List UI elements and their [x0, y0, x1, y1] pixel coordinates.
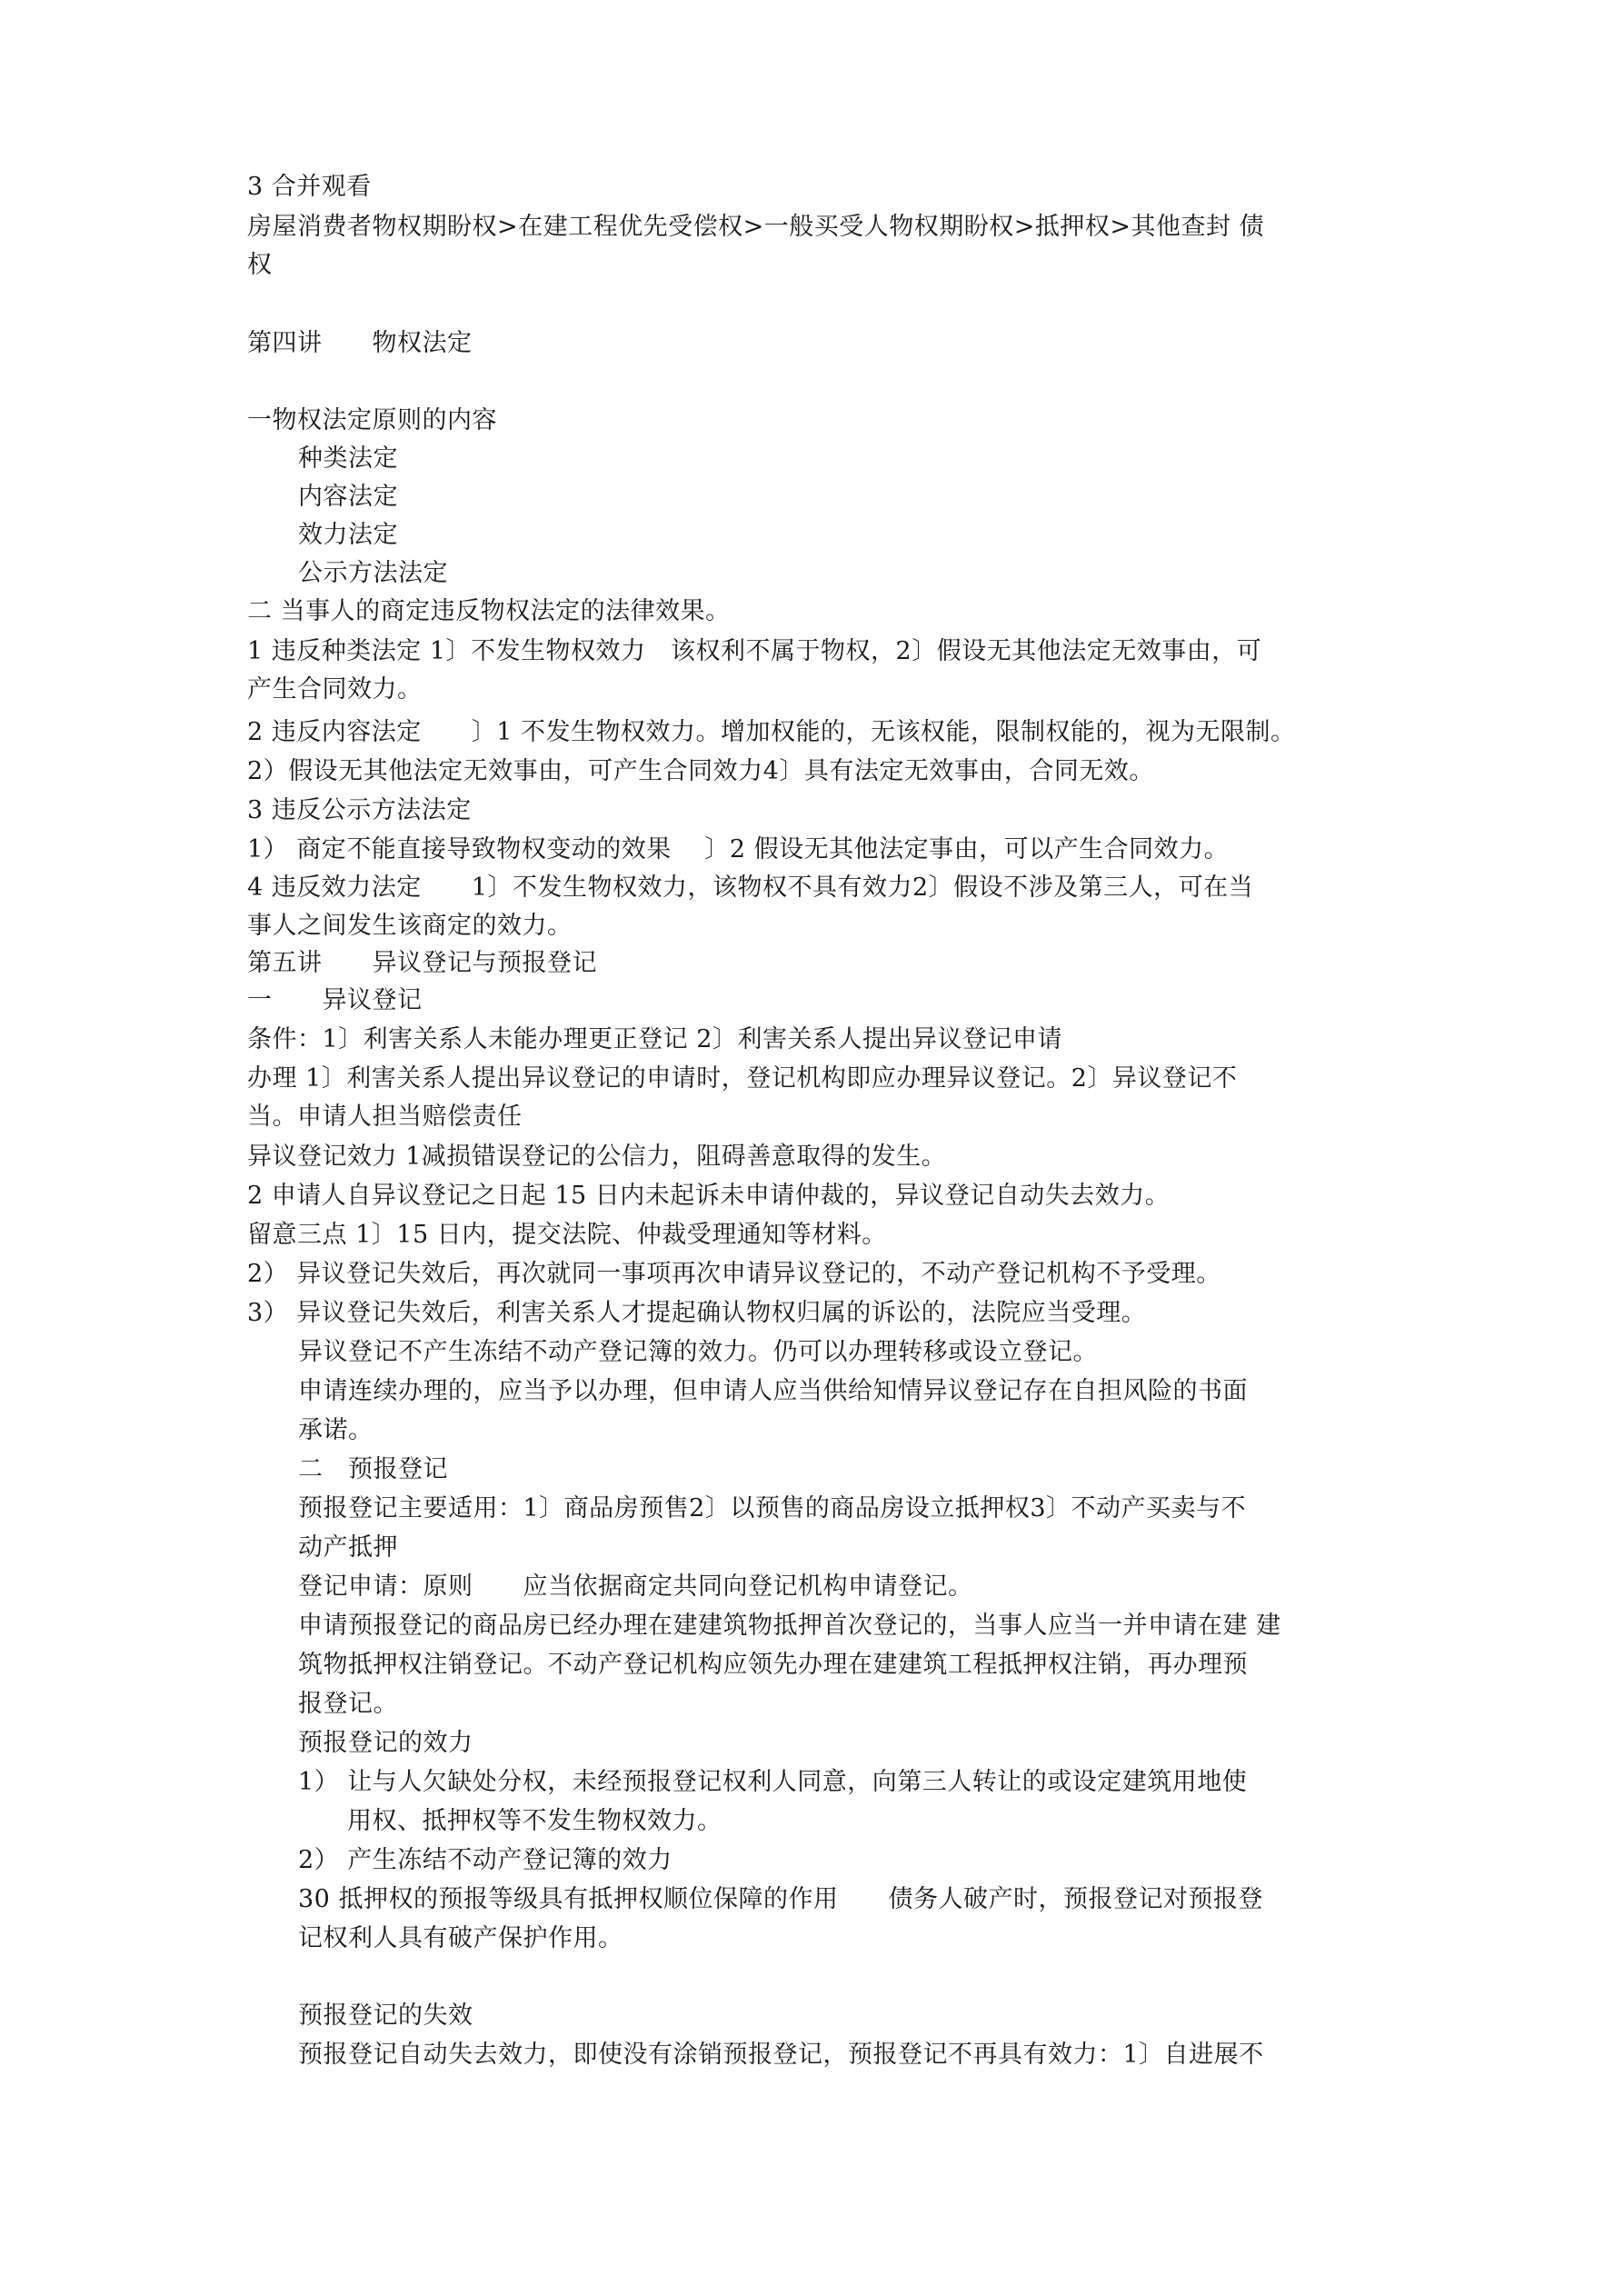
text-line: 事人之间发生该商定的效力。	[247, 912, 573, 940]
text-line: 2）假设无其他法定无效事由，可产生合同效力4〕具有法定无效事由，合同无效。	[247, 757, 1154, 785]
text-line: 二 当事人的商定违反物权法定的法律效果。	[247, 597, 731, 625]
text-line: 产生合同效力。	[247, 675, 423, 704]
text-line: 权	[247, 251, 273, 279]
text-line: 2 违反内容法定 〕1 不发生物权效力。增加权能的，无该权能，限制权能的，视为无限制。	[247, 718, 1296, 746]
text-line: 预报登记的失效	[298, 2002, 473, 2030]
text-line: 1） 商定不能直接导致物权变动的效果 〕2 假设无其他法定事由，可以产生合同效力。	[247, 835, 1230, 863]
text-line: 效力法定	[298, 521, 398, 549]
text-line: 种类法定	[298, 444, 398, 473]
text-line: 2） 产生冻结不动产登记簿的效力	[298, 1846, 673, 1874]
text-line: 异议登记效力 1减损错误登记的公信力，阻碍善意取得的发生。	[247, 1143, 947, 1171]
text-line: 办理 1〕利害关系人提出异议登记的申请时，登记机构即应办理异议登记。2〕异议登记不	[247, 1064, 1238, 1093]
text-line: 动产抵押	[298, 1533, 398, 1562]
text-line: 1） 让与人欠缺处分权，未经预报登记权利人同意，向第三人转让的或设定建筑用地使	[298, 1768, 1248, 1796]
text-line: 预报登记主要适用：1〕商品房预售2〕以预售的商品房设立抵押权3〕不动产买卖与不	[298, 1494, 1247, 1522]
text-line: 留意三点 1〕15 日内，提交法院、仲裁受理通知等材料。	[247, 1221, 887, 1249]
text-line: 3 违反公示方法法定	[247, 796, 472, 824]
text-line: 筑物抵押权注销登记。不动产登记机构应领先办理在建建筑工程抵押权注销，再办理预	[298, 1651, 1248, 1679]
text-line: 2） 异议登记失效后，再次就同一事项再次申请异议登记的，不动产登记机构不予受理。	[247, 1260, 1221, 1288]
text-line: 记权利人具有破产保护作用。	[298, 1924, 623, 1952]
text-line: 用权、抵押权等不发生物权效力。	[347, 1807, 722, 1835]
text-line: 当。申请人担当赔偿责任	[247, 1103, 523, 1131]
text-line: 条件：1〕利害关系人未能办理更正登记 2〕利害关系人提出异议登记申请	[247, 1025, 1062, 1053]
text-line: 申请连续办理的，应当予以办理，但申请人应当供给知情异议登记存在自担风险的书面	[298, 1377, 1248, 1405]
text-line: 4 违反效力法定 1〕不发生物权效力，该物权不具有效力2〕假设不涉及第三人，可在当	[247, 873, 1254, 902]
text-line: 预报登记自动失去效力，即使没有涂销预报登记，预报登记不再具有效力：1〕自进展不	[298, 2041, 1264, 2069]
text-line: 2 申请人自异议登记之日起 15 日内未起诉未申请仲裁的，异议登记自动失去效力。	[247, 1182, 1171, 1210]
text-line: 报登记。	[298, 1690, 398, 1718]
section-heading: 第五讲 异议登记与预报登记	[247, 949, 597, 977]
text-line: 公示方法法定	[298, 559, 448, 587]
text-line: 登记申请：原则 应当依据商定共同向登记机构申请登记。	[298, 1572, 973, 1601]
text-line: 一 异议登记	[247, 986, 423, 1014]
text-line: 申请预报登记的商品房已经办理在建建筑物抵押首次登记的，当事人应当一并申请在建 建	[298, 1612, 1281, 1640]
text-line: 3） 异议登记失效后，利害关系人才提起确认物权归属的诉讼的，法院应当受理。	[247, 1299, 1147, 1327]
text-line: 3 合并观看	[247, 173, 372, 201]
section-heading: 二 预报登记	[298, 1455, 448, 1483]
text-line: 承诺。	[298, 1416, 374, 1444]
section-heading: 第四讲 物权法定	[247, 329, 473, 357]
text-line: 一物权法定原则的内容	[247, 406, 497, 434]
text-line: 房屋消费者物权期盼权>在建工程优先受偿权>一般买受人物权期盼权>抵押权>其他查封 债	[247, 213, 1265, 241]
text-line: 1 违反种类法定 1〕不发生物权效力 该权利不属于物权，2〕假设无其他法定无效事由，可	[247, 637, 1262, 665]
text-line: 内容法定	[298, 483, 398, 511]
text-line: 异议登记不产生冻结不动产登记簿的效力。仍可以办理转移或设立登记。	[298, 1338, 1098, 1366]
text-line: 30 抵押权的预报等级具有抵押权顺位保障的作用 债务人破产时，预报登记对预报登	[298, 1885, 1263, 1913]
text-line: 预报登记的效力	[298, 1729, 473, 1757]
